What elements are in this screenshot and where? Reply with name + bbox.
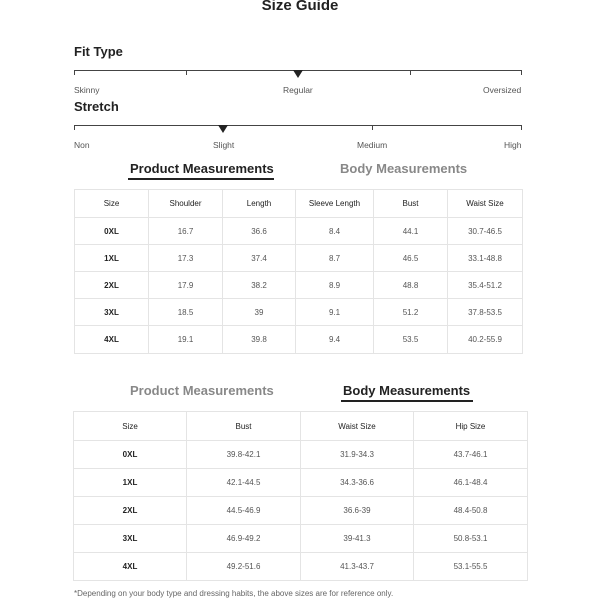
table-cell: 8.7: [296, 245, 374, 272]
active-tab-underline: [128, 178, 274, 180]
table-row: [74, 441, 528, 469]
stretch-scale-slight: Slight: [213, 140, 235, 150]
size-cell: 3XL: [75, 299, 149, 326]
table-row: [74, 525, 528, 553]
table-row: [75, 299, 523, 326]
reference-footnote: *Depending on your body type and dressing habits, the above sizes are for reference only.: [74, 589, 394, 598]
page-title: Size Guide: [261, 0, 339, 14]
column-header: Waist Size: [301, 412, 414, 441]
table-row: [75, 245, 523, 272]
fit-type-tick: [186, 70, 187, 75]
table-cell: 39.8-42.1: [187, 441, 301, 469]
table-cell: 39: [223, 299, 296, 326]
table-row: [75, 218, 523, 245]
size-cell: 0XL: [75, 218, 149, 245]
table-cell: 39-41.3: [301, 525, 414, 553]
table-cell: 9.1: [296, 299, 374, 326]
table-cell: 9.4: [296, 326, 374, 354]
table-cell: 50.8-53.1: [414, 525, 528, 553]
table-cell: 41.3-43.7: [301, 553, 414, 581]
stretch-scale-non: Non: [74, 140, 90, 150]
table-cell: 17.9: [149, 272, 223, 299]
table-cell: 37.4: [223, 245, 296, 272]
size-cell: 0XL: [74, 441, 187, 469]
table-cell: 36.6: [223, 218, 296, 245]
table-cell: 19.1: [149, 326, 223, 354]
stretch-marker-icon: [218, 125, 228, 133]
fit-type-tick: [521, 70, 522, 75]
table-cell: 36.6-39: [301, 497, 414, 525]
table-row: [74, 497, 528, 525]
column-header: Hip Size: [414, 412, 528, 441]
table-cell: 44.5-46.9: [187, 497, 301, 525]
table-cell: 17.3: [149, 245, 223, 272]
table-cell: 42.1-44.5: [187, 469, 301, 497]
table-cell: 39.8: [223, 326, 296, 354]
active-tab-underline: [341, 400, 473, 402]
table-cell: 48.8: [374, 272, 448, 299]
size-cell: 3XL: [74, 525, 187, 553]
fit-type-marker-icon: [293, 70, 303, 78]
tab-product-measurements-2[interactable]: Product Measurements: [130, 383, 274, 398]
size-cell: 4XL: [74, 553, 187, 581]
fit-type-scale-skinny: Skinny: [74, 85, 100, 95]
body-measurements-table: [73, 411, 528, 581]
table-header-row: [75, 190, 523, 218]
stretch-scale: [74, 125, 522, 126]
stretch-tick: [74, 125, 75, 130]
fit-type-label: Fit Type: [74, 44, 123, 59]
table-cell: 31.9-34.3: [301, 441, 414, 469]
product-measurements-table: [74, 189, 523, 354]
table-row: [75, 326, 523, 354]
table-cell: 49.2-51.6: [187, 553, 301, 581]
table-cell: 37.8-53.5: [448, 299, 523, 326]
table-row: [75, 272, 523, 299]
stretch-tick: [521, 125, 522, 130]
table-row: [74, 469, 528, 497]
stretch-tick: [372, 125, 373, 130]
table-cell: 46.5: [374, 245, 448, 272]
fit-type-tick: [74, 70, 75, 75]
size-cell: 1XL: [74, 469, 187, 497]
column-header: Shoulder: [149, 190, 223, 218]
table-header-row: [74, 412, 528, 441]
table-cell: 53.1-55.5: [414, 553, 528, 581]
table-cell: 51.2: [374, 299, 448, 326]
column-header: Bust: [187, 412, 301, 441]
tab-body-measurements-2[interactable]: Body Measurements: [343, 383, 471, 398]
stretch-scale-medium: Medium: [357, 140, 388, 150]
stretch-label: Stretch: [74, 99, 119, 114]
column-header: Length: [223, 190, 296, 218]
table-cell: 34.3-36.6: [301, 469, 414, 497]
fit-type-scale-oversized: Oversized: [483, 85, 522, 95]
table-cell: 16.7: [149, 218, 223, 245]
table-cell: 48.4-50.8: [414, 497, 528, 525]
table-cell: 18.5: [149, 299, 223, 326]
fit-type-scale-regular: Regular: [283, 85, 313, 95]
tab-body-measurements[interactable]: Body Measurements: [340, 161, 468, 176]
column-header: Size: [75, 190, 149, 218]
stretch-scale-high: High: [504, 140, 522, 150]
column-header: Bust: [374, 190, 448, 218]
table-cell: 53.5: [374, 326, 448, 354]
table-cell: 8.9: [296, 272, 374, 299]
table-cell: 38.2: [223, 272, 296, 299]
table-cell: 44.1: [374, 218, 448, 245]
size-cell: 1XL: [75, 245, 149, 272]
table-cell: 46.1-48.4: [414, 469, 528, 497]
column-header: Size: [74, 412, 187, 441]
tab-product-measurements[interactable]: Product Measurements: [130, 161, 274, 176]
column-header: Sleeve Length: [296, 190, 374, 218]
column-header: Waist Size: [448, 190, 523, 218]
size-cell: 2XL: [74, 497, 187, 525]
size-cell: 4XL: [75, 326, 149, 354]
fit-type-tick: [410, 70, 411, 75]
table-cell: 43.7-46.1: [414, 441, 528, 469]
table-cell: 33.1-48.8: [448, 245, 523, 272]
table-cell: 8.4: [296, 218, 374, 245]
table-cell: 46.9-49.2: [187, 525, 301, 553]
table-row: [74, 553, 528, 581]
table-cell: 30.7-46.5: [448, 218, 523, 245]
table-cell: 35.4-51.2: [448, 272, 523, 299]
table-cell: 40.2-55.9: [448, 326, 523, 354]
size-cell: 2XL: [75, 272, 149, 299]
